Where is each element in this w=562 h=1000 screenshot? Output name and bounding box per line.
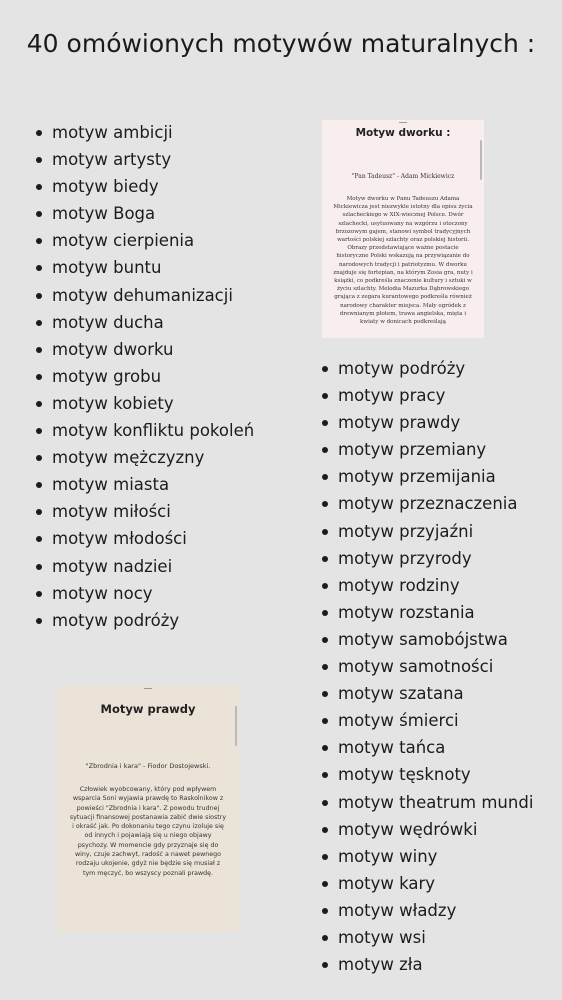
card-scrollbar[interactable] [480,140,482,180]
list-item [322,436,533,463]
list-item-label: motyw konfliktu pokoleń [52,421,255,441]
list-item-label: motyw nadziei [52,556,173,576]
list-item [322,518,533,545]
list-item-label: motyw władzy [338,900,457,920]
list-item [322,951,533,978]
list-item [322,870,533,897]
card-text: Człowiek wyobcowany, który pod wpływem wsparcia Soni wyjawia prawdę to Raskolnikow z powieści "Zbrodnia i kara". Z powodu trudnej sytuacji finansowej postanawia zabić dwie siostry i okraść jak. Po dokonaniu tego czynu izoluje się od innych i pojawiają się u niego objawy psychozy. W momencie gdy przyznaje się do winy, czuje zachwyt, radość a nawet pewnego rodzaju ukojenie, gdyż nie będzie się musiał z tym męczyć, bo wszyscy poznali prawdę. [69,786,227,877]
bullet-icon [322,637,328,643]
bullet-icon [322,447,328,453]
bullet-icon [36,184,42,190]
list-item [322,653,533,680]
bullet-icon [36,211,42,217]
list-item-label: motyw ducha [52,312,164,332]
bullet-icon [36,265,42,271]
bullet-icon [322,610,328,616]
list-item-label: motyw zła [338,955,423,975]
bullet-icon [36,130,42,136]
list-item-label: motyw przyrody [338,548,472,568]
list-item-label: motyw samobójstwa [338,629,508,649]
bullet-icon [322,881,328,887]
bullet-icon [36,564,42,570]
list-item-label: motyw przeznaczenia [338,494,518,514]
list-item [322,897,533,924]
list-item-label: motyw śmierci [338,711,459,731]
list-item-label: motyw przemijania [338,467,496,487]
list-item [36,146,254,173]
list-item-label: motyw Boga [52,204,156,224]
list-item-label: motyw buntu [52,258,162,278]
list-item-label: motyw przemiany [338,440,487,460]
bullet-icon [36,374,42,380]
list-item-label: motyw cierpienia [52,231,195,251]
list-item-label: motyw nocy [52,583,153,603]
card-source: "Zbrodnia i kara" - Fiodor Dostojewski. [85,762,211,770]
list-item [322,382,533,409]
list-item-label: motyw wsi [338,927,426,947]
card-motyw-prawdy[interactable] [57,686,239,932]
list-item [322,545,533,572]
bullet-icon [322,556,328,562]
bullet-icon [322,691,328,697]
list-item-label: motyw miłości [52,502,171,522]
bullet-icon [322,772,328,778]
bullet-icon [322,393,328,399]
bullet-icon [322,800,328,806]
bullet-icon [36,455,42,461]
bullet-icon [322,962,328,968]
list-item-label: motyw theatrum mundi [338,792,534,812]
list-item-label: motyw dehumanizacji [52,285,233,305]
card-top-mark [399,122,407,123]
bullet-icon [36,293,42,299]
list-item-label: motyw biedy [52,177,159,197]
list-item-label: motyw młodości [52,529,187,549]
list-item [322,707,533,734]
list-item [36,471,254,498]
bullet-icon [322,664,328,670]
bullet-icon [36,536,42,542]
list-item [322,816,533,843]
bullet-icon [36,157,42,163]
bullet-icon [36,238,42,244]
list-item-label: motyw rozstania [338,602,475,622]
list-item [36,227,254,254]
list-item [322,463,533,490]
list-item [36,363,254,390]
bullet-icon [322,745,328,751]
list-item-label: motyw rodziny [338,575,460,595]
bullet-icon [36,320,42,326]
list-item [322,490,533,517]
bullet-icon [36,428,42,434]
list-item-label: motyw grobu [52,366,162,386]
list-item [36,580,254,607]
bullet-icon [36,591,42,597]
list-item [36,200,254,227]
list-item [322,734,533,761]
bullet-icon [322,854,328,860]
list-item-label: motyw tęsknoty [338,765,471,785]
list-item-label: motyw prawdy [338,413,461,433]
bullet-icon [322,827,328,833]
list-item [36,417,254,444]
bullet-icon [36,482,42,488]
list-item-label: motyw pracy [338,386,446,406]
list-item [36,309,254,336]
bullet-icon [322,501,328,507]
list-item [322,599,533,626]
list-item [322,843,533,870]
list-item [36,607,254,634]
list-item-label: motyw samotności [338,657,494,677]
list-item-label: motyw szatana [338,684,464,704]
list-item [322,355,533,382]
card-text: Motyw dworku w Panu Tadeuszu Adama Mickiewicza jest niezwykle istotny dla opisu życia szlacheckiego w XIX-wiecznej Polsce. Dwór szlachecki, usytuowany na wzgórzu i otoczony brzozowym gajem, stanowi symbol tradycyjnych wartości polskiej szlachty oraz polskiej historii. Obrazy przedstawiające ważne postacie historyczne Polski wskazują na przywiązanie do narodowych tradycji i patriotyzmu. W dworku znajduje się fortepian, na którym Zosia gra, nuty i książki, co podkreśla znaczenie kultury i sztuki w życiu szlachty. Melodia Mazurka Dąbrowskiego grająca z zegara kurantowego podkreśla również narodowy charakter miejsca. Mały ogródek z drewnianym płotem, trawa angielska, mięta i kwiaty w donicach podkreślają [333,196,473,326]
list-item-label: motyw dworku [52,339,174,359]
card-source: "Pan Tadeusz" - Adam Mickiewicz [351,173,455,180]
list-item-label: motyw wędrówki [338,819,478,839]
list-item-label: motyw tańca [338,738,446,758]
list-item [36,119,254,146]
list-item-label: motyw miasta [52,475,170,495]
list-item-label: motyw kary [338,873,436,893]
list-item [36,282,254,309]
bullet-icon [322,420,328,426]
bullet-icon [36,347,42,353]
list-item-label: motyw ambicji [52,123,173,142]
card-top-mark [144,688,152,689]
list-item-label: motyw mężczyzny [52,448,205,468]
page-title: 40 omówionych motywów maturalnych : [26,29,536,58]
card-scrollbar[interactable] [235,706,237,746]
list-item [322,680,533,707]
motif-list-left [36,119,254,634]
bullet-icon [322,583,328,589]
list-item [36,390,254,417]
list-item [322,409,533,436]
list-item [322,626,533,653]
list-item [36,553,254,580]
list-item-label: motyw artysty [52,150,172,170]
bullet-icon [36,618,42,624]
bullet-icon [322,529,328,535]
list-item [36,444,254,471]
bullet-icon [36,509,42,515]
bullet-icon [36,401,42,407]
list-item [36,336,254,363]
list-item-label: motyw kobiety [52,393,174,413]
bullet-icon [322,935,328,941]
bullet-icon [322,718,328,724]
list-item-label: motyw przyjaźni [338,521,474,541]
list-item [322,924,533,951]
bullet-icon [322,908,328,914]
list-item-label: motyw winy [338,846,438,866]
card-motyw-dworku[interactable] [322,120,484,338]
motif-list-right [322,355,533,978]
list-item [322,572,533,599]
card-title: Motyw dworku : [355,127,451,139]
card-title: Motyw prawdy [100,702,196,716]
list-item-label: motyw podróży [338,359,466,378]
list-item [36,173,254,200]
list-item [322,789,533,816]
bullet-icon [322,366,328,372]
list-item-label: motyw podróży [52,610,180,630]
list-item [36,525,254,552]
list-item [322,761,533,788]
list-item [36,498,254,525]
bullet-icon [322,474,328,480]
list-item [36,254,254,281]
